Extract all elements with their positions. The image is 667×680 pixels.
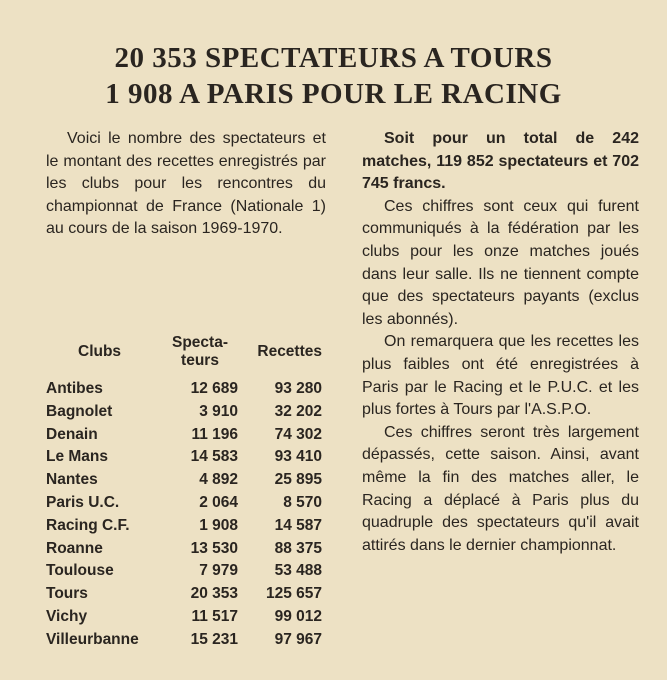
cell-club: Bagnolet [46, 402, 113, 420]
headline-line-2: 1 908 A PARIS POUR LE RACING [105, 78, 562, 110]
cell-club: Denain [46, 425, 98, 443]
header-spectateurs [162, 326, 238, 378]
cell-recettes: 25 895 [274, 471, 322, 489]
cell-spectateurs: 13 530 [190, 539, 238, 557]
table-row [46, 606, 322, 629]
table-row [46, 560, 322, 583]
cell-recettes: 93 410 [274, 448, 322, 466]
cell-club: Villeurbanne [46, 630, 139, 648]
cell-recettes: 53 488 [274, 562, 322, 580]
header-spectateurs-line1: Specta- [172, 334, 228, 351]
cell-spectateurs: 14 583 [190, 448, 238, 466]
cell-spectateurs: 11 196 [191, 425, 238, 443]
paragraph-2: On remarquera que les recettes les plus faibles ont été enregistrées à Paris par le Racing et le P.U.C. et les plus fortes à Tours par l'A.S.P.O. [362, 333, 639, 419]
cell-club: Roanne [46, 539, 103, 557]
cell-spectateurs: 15 231 [190, 630, 238, 648]
table-row [46, 629, 322, 652]
table-row [46, 469, 322, 492]
header-clubs: Clubs [78, 343, 122, 360]
header-spectateurs-line2: teurs [181, 352, 219, 369]
cell-recettes: 93 280 [274, 380, 322, 397]
table-row [46, 424, 322, 447]
cell-club: Antibes [46, 380, 103, 397]
cell-spectateurs: 1 908 [199, 516, 238, 534]
cell-club: Tours [46, 585, 88, 603]
cell-spectateurs: 11 517 [191, 607, 238, 625]
cell-recettes: 14 587 [274, 516, 322, 534]
cell-club: Le Mans [46, 448, 109, 466]
left-column [46, 128, 326, 241]
paragraph-1: Ces chiffres sont ceux qui furent communiqués à la fédération par les clubs pour les onze matches joués dans leur salle. Ils ne tiennent compte que des spectateurs payants (exclus les abonnés). [362, 197, 639, 328]
cell-spectateurs: 7 979 [199, 562, 238, 580]
cell-club: Nantes [46, 471, 98, 489]
cell-spectateurs: 2 064 [199, 493, 238, 511]
table-row [46, 515, 322, 538]
intro-paragraph: Voici le nombre des spectateurs et le montant des recettes enregistrés par les clubs pour les rencontres du championnat de France (Nationale 1) au cours de la saison 1969-1970. [46, 130, 326, 237]
cell-recettes: 32 202 [274, 402, 322, 420]
table-row [46, 446, 322, 469]
cell-club: Vichy [46, 607, 88, 625]
cell-spectateurs: 3 910 [199, 402, 238, 420]
cell-recettes: 74 302 [274, 425, 322, 443]
table-header-row [46, 326, 322, 378]
cell-recettes: 97 967 [274, 630, 322, 648]
table-row [46, 492, 322, 515]
cell-recettes: 125 657 [265, 585, 322, 603]
cell-club: Racing C.F. [46, 516, 130, 534]
headline-line-1: 20 353 SPECTATEURS A TOURS [114, 42, 553, 74]
table-row [46, 378, 322, 401]
total-summary: Soit pour un total de 242 matches, 119 852 spectateurs et 702 745 francs. [362, 130, 639, 193]
cell-spectateurs: 4 892 [199, 471, 238, 489]
right-column [362, 128, 639, 557]
table-row [46, 401, 322, 424]
cell-spectateurs: 12 689 [190, 380, 238, 397]
cell-recettes: 8 570 [283, 493, 322, 511]
table-row [46, 583, 322, 606]
table-row [46, 538, 322, 561]
cell-recettes: 99 012 [274, 607, 322, 625]
attendance-table [46, 326, 322, 652]
cell-spectateurs: 20 353 [190, 585, 238, 603]
cell-recettes: 88 375 [274, 539, 322, 557]
cell-club: Toulouse [46, 562, 114, 580]
article-headline [0, 40, 667, 112]
paragraph-3: Ces chiffres seront très largement dépassés, cette saison. Ainsi, avant même la fin des matches aller, le Racing a déplacé à Paris plus du quadruple des spectateurs qu'il avait attirés dans le dernier championnat. [362, 423, 639, 554]
cell-club: Paris U.C. [46, 493, 120, 511]
header-recettes: Recettes [257, 343, 322, 360]
